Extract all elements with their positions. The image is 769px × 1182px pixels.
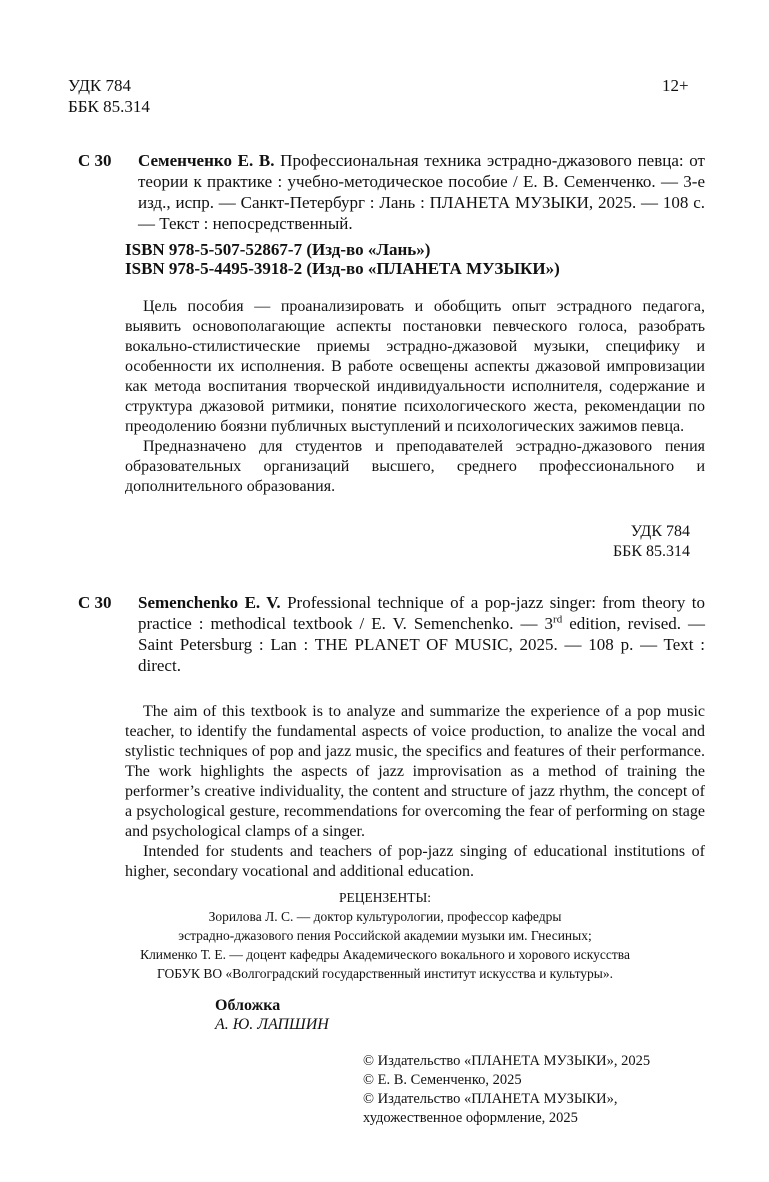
en-abstract-p2: Intended for students and teachers of pop-jazz singing of educational institutions of higher, secondary vocational and additional education. [125, 843, 705, 880]
age-rating: 12+ [662, 76, 689, 95]
reviewers-title: РЕЦЕНЗЕНТЫ: [338, 890, 432, 905]
udk-header: УДК 784 [68, 76, 132, 95]
ru-record-code: С 30 [78, 151, 112, 170]
ru-abstract-p1: Цель пособия — проанализировать и обобщить опыт эстрадного педагога, выявить основополагающие аспекты постановки певческого голоса, разобрать вокально-стилистические приемы эстрадно-джазовой музыки, специфику и особенности их исполнения. В работе освещены аспекты джазовой импровизации как метода воспитания творческой индивидуальности исполнителя, содержание и структура джазовой ритмики, понятие психологического жеста, рекомендации по преодолению боязни публичных выступлений и психологических зажимов певца. [125, 298, 705, 435]
cover-artist: А. Ю. ЛАПШИН [215, 1016, 329, 1033]
en-record-code: С 30 [78, 593, 112, 612]
bbk-header: ББК 85.314 [68, 97, 150, 116]
en-abstract [125, 702, 705, 882]
en-record-sup: rd [553, 613, 563, 626]
ru-abstract [125, 297, 705, 497]
ru-abstract-p2: Предназначено для студентов и преподавателей эстрадно-джазового пения образовательных организаций высшего, среднего профессионального и дополнительного образования. [125, 438, 705, 495]
udk-classification: УДК 784 [630, 523, 690, 540]
reviewers [60, 888, 710, 983]
copyright-line: © Издательство «ПЛАНЕТА МУЗЫКИ», 2025 [363, 1053, 651, 1069]
copyright-line: © Е. В. Семенченко, 2025 [363, 1072, 522, 1088]
en-abstract-p1: The aim of this textbook is to analyze and summarize the experience of a pop music teacher, to identify the fundamental aspects of voice production, to analize the vocal and stylistic techniques of pop and jazz music, the specifics and features of their performance. The work highlights the aspects of jazz improvisation as a method of training the performer’s creative individuality, the content and structure of jazz rhythm, the concept of a psychological gesture, recommendations for overcoming the fear of performing on stage and psychological clamps of a singer. [125, 703, 705, 840]
bbk-classification: ББК 85.314 [612, 543, 690, 560]
en-record-author: Semenchenko E. V. [138, 593, 281, 612]
en-record-title-1: Professional technique of a pop-jazz singer: from theory to practice : methodical textbook / E. V. Semenchenko. — 3 [138, 593, 706, 633]
isbn-planeta: ISBN 978-5-4495-3918-2 (Изд-во «ПЛАНЕТА МУЗЫКИ») [125, 259, 560, 278]
ru-record-title: Профессиональная техника эстрадно-джазового певца: от теории к практике : учебно-методическое пособие / Е. В. Семенченко. — 3-е изд., испр. — Санкт-Петербург : Лань : ПЛАНЕТА МУЗЫКИ, 2025. — 108 с. — Текст : непосредственный. [138, 151, 705, 233]
copyright-block [363, 1052, 650, 1128]
reviewer-line: ГОБУК ВО «Волгоградский государственный институт искусства и культуры». [156, 966, 614, 981]
isbn-lan: ISBN 978-5-507-52867-7 (Изд-во «Лань») [125, 240, 431, 259]
ru-record [138, 150, 705, 234]
cover-label: Обложка [215, 997, 281, 1014]
en-record [138, 592, 705, 676]
reviewer-line: Клименко Т. Е. — доцент кафедры Академического вокального и хорового искусства [140, 947, 630, 962]
en-record-title-2: edition, revised. — Saint Petersburg : Lan : THE PLANET OF MUSIC, 2025. — 108 p. — Text : direct. [138, 614, 706, 675]
reviewer-line: Зорилова Л. С. — доктор культурологии, профессор кафедры [208, 909, 562, 924]
reviewer-line: эстрадно-джазового пения Российской академии музыки им. Гнесиных; [178, 928, 592, 943]
copyright-line: художественное оформление, 2025 [363, 1110, 578, 1126]
ru-record-author: Семенченко Е. В. [138, 151, 275, 170]
copyright-line: © Издательство «ПЛАНЕТА МУЗЫКИ», [363, 1091, 618, 1107]
